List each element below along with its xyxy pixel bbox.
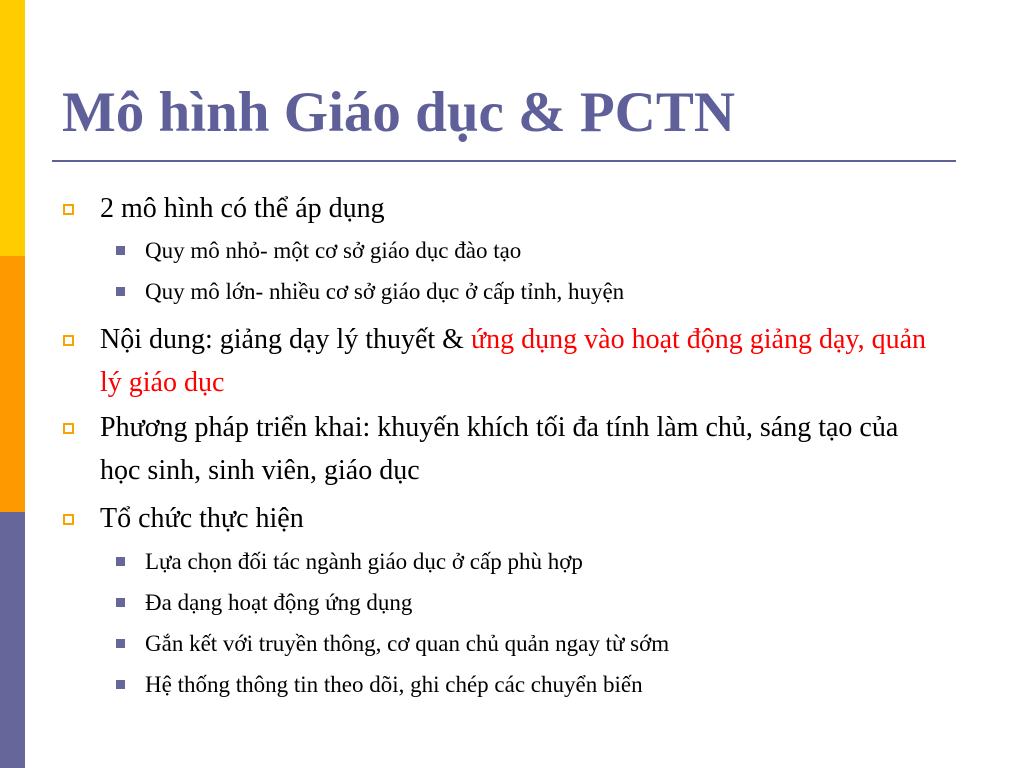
sub-bullet-text: Đa dạng hoạt động ứng dụng	[145, 590, 413, 615]
filled-square-bullet-icon	[116, 598, 125, 607]
bullet-text: Nội dung: giảng dạy lý thuyết &	[100, 324, 471, 355]
sub-bullet-item-1-1	[145, 236, 945, 266]
sub-bullet-text: Hệ thống thông tin theo dõi, ghi chép các chuyển biến	[145, 672, 643, 697]
bullet-text: 2 mô hình có thể áp dụng	[100, 193, 385, 224]
filled-square-bullet-icon	[116, 639, 125, 648]
filled-square-bullet-icon	[116, 246, 125, 255]
bullet-item-1	[100, 187, 930, 230]
sub-bullet-item-4-1	[145, 547, 945, 577]
title-underline	[52, 160, 956, 162]
bullet-item-3	[100, 406, 930, 492]
hollow-square-bullet-icon	[63, 335, 74, 346]
bullet-highlight-text: ứng dụng vào hoạt động giảng dạy, quản lý giáo dục	[100, 324, 927, 398]
sub-bullet-text: Quy mô nhỏ- một cơ sở giáo dục đào tạo	[145, 238, 522, 263]
filled-square-bullet-icon	[116, 680, 125, 689]
bullet-text: Tổ chức thực hiện	[100, 503, 304, 534]
sub-bullet-item-4-2	[145, 588, 945, 618]
filled-square-bullet-icon	[116, 557, 125, 566]
sub-bullet-text: Lựa chọn đối tác ngành giáo dục ở cấp phù hợp	[145, 549, 583, 574]
accent-bar-yellow	[0, 0, 25, 256]
hollow-square-bullet-icon	[63, 423, 74, 434]
bullet-item-2	[100, 318, 930, 404]
accent-bar-orange	[0, 256, 25, 512]
sub-bullet-item-1-2	[145, 277, 945, 307]
sub-bullet-item-4-4	[145, 670, 945, 700]
bullet-text: Phương pháp triển khai: khuyến khích tối đa tính làm chủ, sáng tạo của học sinh, sinh viên, giáo dục	[100, 412, 899, 486]
slide-title: Mô hình Giáo dục & PCTN	[62, 81, 736, 144]
bullet-item-4	[100, 497, 930, 540]
hollow-square-bullet-icon	[63, 514, 74, 525]
sub-bullet-text: Quy mô lớn- nhiều cơ sở giáo dục ở cấp tỉnh, huyện	[145, 279, 625, 304]
accent-bar-purple	[0, 512, 25, 768]
sub-bullet-item-4-3	[145, 629, 945, 659]
filled-square-bullet-icon	[116, 287, 125, 296]
hollow-square-bullet-icon	[63, 204, 74, 215]
sub-bullet-text: Gắn kết với truyền thông, cơ quan chủ quản ngay từ sớm	[145, 631, 670, 656]
